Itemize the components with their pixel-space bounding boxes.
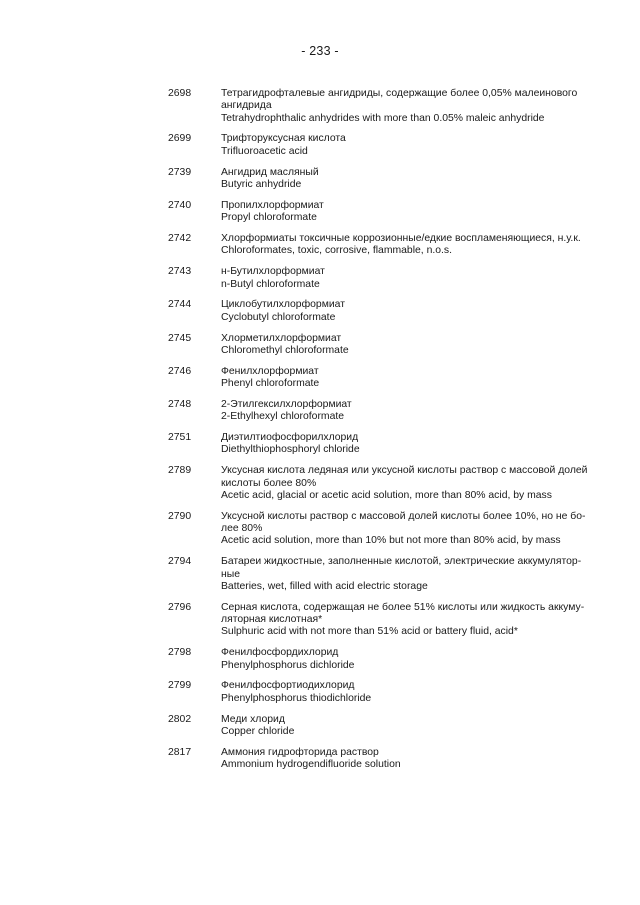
substance-name-line: Trifluoroacetic acid [221,145,308,157]
substance-name [221,266,576,291]
entry-row [0,602,640,639]
substance-name-line: лее 80% [221,523,263,535]
substance-name [221,510,586,548]
un-number: 2794 [168,556,192,568]
entry-row [0,432,640,457]
substance-name [221,747,576,772]
un-number: 2799 [168,680,192,692]
substance-name-line: Фенилфосфордихлорид [221,647,339,659]
substance-name-line: Butyric anhydride [221,178,302,190]
substance-name-line: Cyclobutyl chloroformate [221,311,336,323]
substance-name [221,465,588,502]
un-entry-list [0,88,640,780]
substance-name-line: Трифторуксусная кислота [221,133,346,145]
substance-name [221,200,576,225]
substance-name [221,601,585,639]
entry-row [0,714,640,739]
substance-name-line: Acetic acid solution, more than 10% but not more than 80% acid, by mass [221,535,561,547]
substance-name-line: Sulphuric acid with not more than 51% acid or battery fluid, acid* [221,626,518,638]
substance-name-line: Тетрагидрофталевые ангидриды, содержащие более 0,05% малеинового [221,88,578,99]
substance-name-line: Ангидрид масляный [221,166,319,178]
page-number: - 233 - [301,44,339,58]
substance-name-line: кислоты более 80% [221,477,317,489]
un-number: 2817 [168,746,192,758]
substance-name [221,133,576,158]
substance-name-line: Phenylphosphorus dichloride [221,659,355,671]
entry-row [0,233,640,258]
substance-name-line: Chloroformates, toxic, corrosive, flammable, n.o.s. [221,245,452,257]
un-number: 2699 [168,133,192,145]
un-number: 2746 [168,365,192,377]
un-number: 2740 [168,199,192,211]
entry-row [0,333,640,358]
entry-row [0,266,640,291]
substance-name-line: Хлорформиаты токсичные коррозионные/едкие воспламеняющиеся, н.у.к. [221,233,581,245]
substance-name-line: 2-Этилгексилхлорформиат [221,398,352,410]
substance-name-line: Chloromethyl chloroformate [221,344,349,356]
substance-name-line: Серная кислота, содержащая не более 51% кислоты или жидкость аккуму- [221,601,585,613]
substance-name [221,333,576,358]
substance-name [221,556,582,593]
substance-name-line: Ammonium hydrogendifluoride solution [221,759,401,771]
entry-row [0,399,640,424]
substance-name-line: ные [221,568,240,580]
entry-row [0,556,640,593]
entry-row [0,366,640,391]
entry-row [0,511,640,548]
substance-name [221,88,576,125]
substance-name-line: Propyl chloroformate [221,212,317,224]
substance-name-line: ангидрида [221,100,272,112]
entry-row [0,299,640,324]
substance-name-line: Аммония гидрофторида раствор [221,746,379,758]
entry-row [0,200,640,225]
substance-name-line: Батареи жидкостные, заполненные кислотой, электрические аккумулятор- [221,556,582,568]
substance-name [221,399,576,424]
substance-name-line: 2-Ethylhexyl chloroformate [221,411,345,423]
un-number: 2790 [168,510,192,522]
substance-name-line: н-Бутилхлорформиат [221,266,325,278]
entry-row [0,133,640,158]
un-number: 2748 [168,398,192,410]
substance-name-line: Tetrahydrophthalic anhydrides with more than 0.05% maleic anhydride [221,112,545,124]
entry-row [0,747,640,772]
substance-name-line: Уксусная кислота ледяная или уксусной кислоты раствор с массовой долей [221,465,588,477]
un-number: 2802 [168,713,192,725]
substance-name [221,714,576,739]
substance-name-line: Copper chloride [221,725,295,737]
substance-name-line: Циклобутилхлорформиат [221,299,345,311]
entry-row [0,647,640,672]
substance-name [221,167,576,192]
un-number: 2743 [168,266,192,278]
entry-row [0,680,640,705]
substance-name-line: Меди хлорид [221,713,285,725]
substance-name [221,233,581,258]
un-number: 2739 [168,166,192,178]
substance-name [221,647,576,672]
un-number: 2698 [168,88,192,99]
substance-name-line: n-Butyl chloroformate [221,278,320,290]
un-number: 2742 [168,233,192,245]
un-number: 2751 [168,432,192,444]
substance-name-line: Acetic acid, glacial or acetic acid solution, more than 80% acid, by mass [221,489,552,501]
substance-name-line: Diethylthiophosphoryl chloride [221,444,360,456]
un-number: 2789 [168,465,192,477]
entry-row [0,88,640,125]
substance-name-line: Пропилхлорформиат [221,199,324,211]
entry-row [0,465,640,502]
entry-row [0,167,640,192]
substance-name-line: Phenyl chloroformate [221,378,320,390]
substance-name-line: ляторная кислотная* [221,614,323,626]
substance-name-line: Хлорметилхлорформиат [221,332,342,344]
un-number: 2745 [168,332,192,344]
substance-name [221,680,576,705]
substance-name-line: Phenylphosphorus thiodichloride [221,692,372,704]
substance-name [221,299,576,324]
substance-name-line: Batteries, wet, filled with acid electric storage [221,580,428,592]
un-number: 2744 [168,299,192,311]
un-number: 2798 [168,647,192,659]
substance-name [221,366,576,391]
substance-name [221,432,576,457]
substance-name-line: Фенилфосфортиодихлорид [221,680,355,692]
substance-name-line: Диэтилтиофосфорилхлорид [221,432,359,444]
un-number: 2796 [168,601,192,613]
substance-name-line: Уксусной кислоты раствор с массовой долей кислоты более 10%, но не бо- [221,510,586,522]
substance-name-line: Фенилхлорформиат [221,365,319,377]
